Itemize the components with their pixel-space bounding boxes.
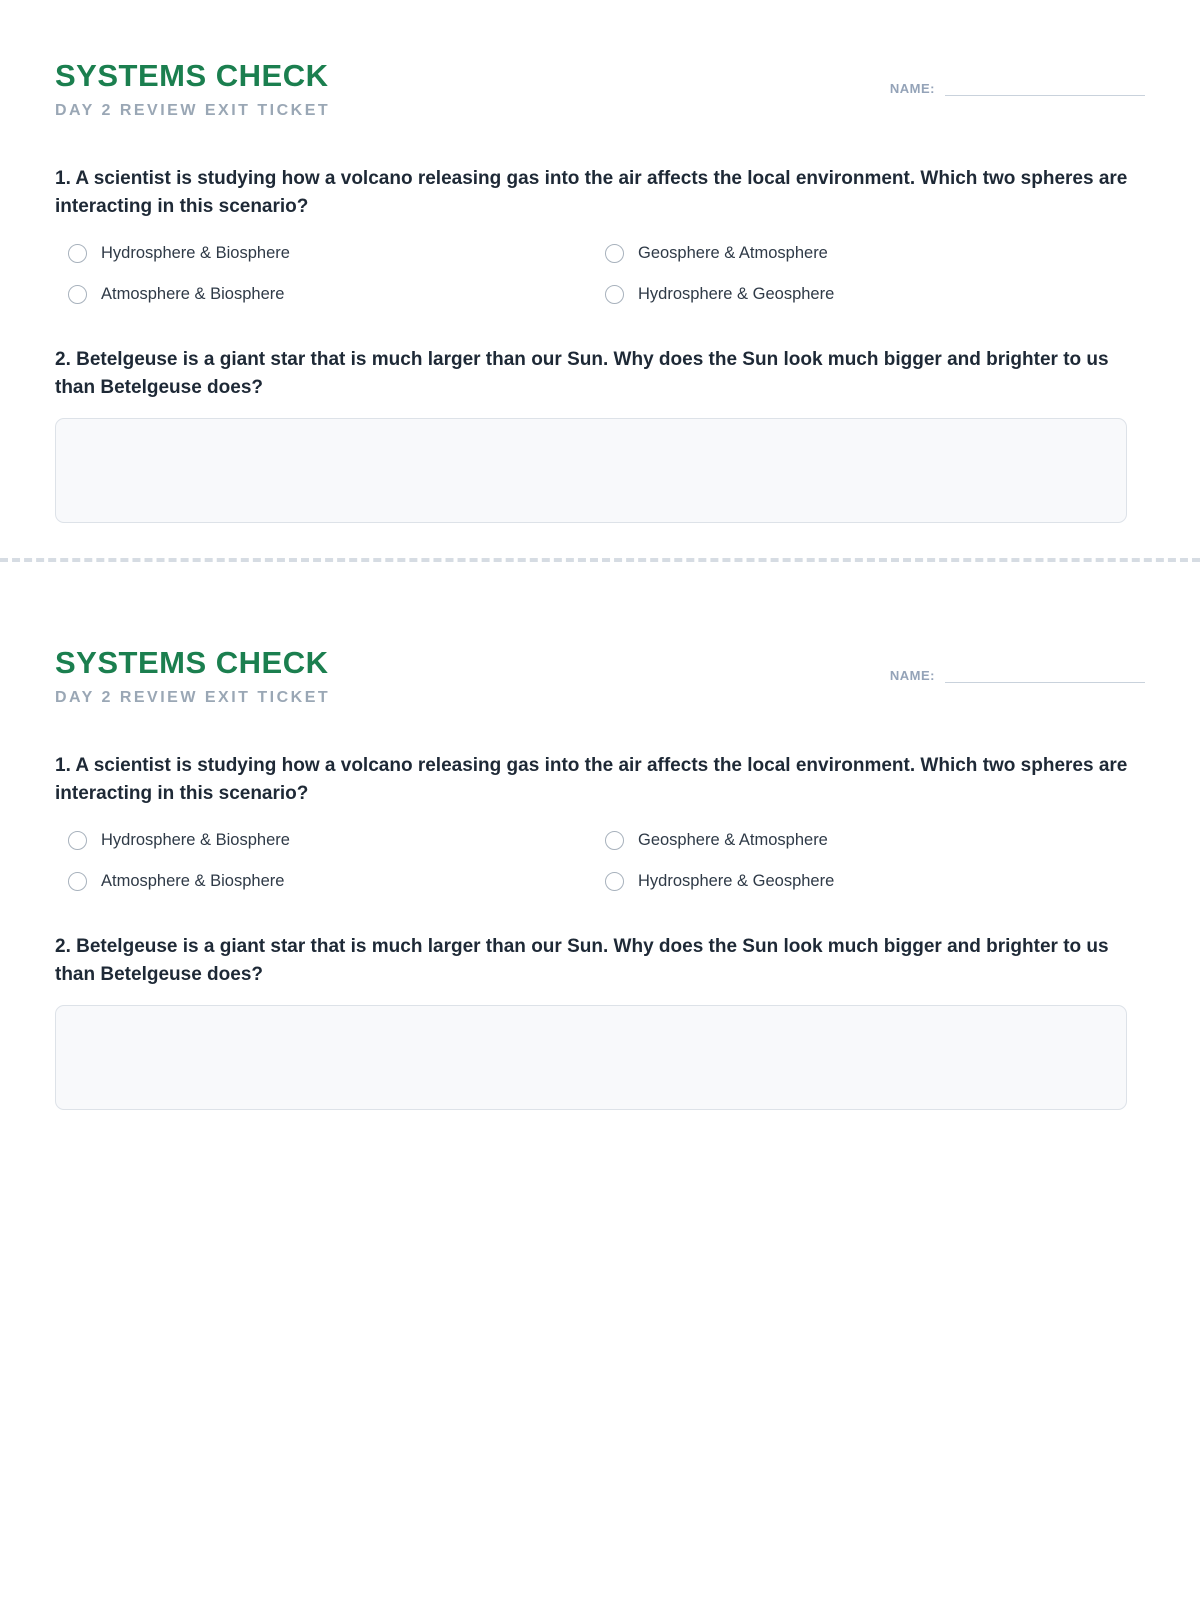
option-geosphere-atmosphere[interactable] bbox=[605, 831, 1145, 850]
option-geosphere-atmosphere[interactable] bbox=[605, 244, 1145, 263]
radio-icon[interactable] bbox=[605, 872, 624, 891]
name-input-line[interactable] bbox=[945, 80, 1145, 96]
radio-icon[interactable] bbox=[68, 831, 87, 850]
cut-line-divider bbox=[0, 558, 1200, 562]
radio-icon[interactable] bbox=[68, 872, 87, 891]
question-1-text: 1. A scientist is studying how a volcano releasing gas into the air affects the local environment. Which two spheres are interacting in this scenario? bbox=[55, 755, 1128, 804]
option-hydrosphere-geosphere[interactable] bbox=[605, 285, 1145, 304]
name-label: NAME: bbox=[889, 668, 935, 683]
question-1-options bbox=[55, 831, 1145, 891]
name-block bbox=[890, 80, 1145, 96]
name-input-line[interactable] bbox=[945, 667, 1145, 683]
option-label: Geosphere & Atmosphere bbox=[638, 244, 828, 263]
option-label: Atmosphere & Biosphere bbox=[101, 872, 285, 891]
title-block bbox=[55, 58, 330, 120]
question-1-text: 1. A scientist is studying how a volcano releasing gas into the air affects the local environment. Which two spheres are interacting in this scenario? bbox=[55, 168, 1128, 217]
radio-icon[interactable] bbox=[68, 244, 87, 263]
question-1-options bbox=[55, 244, 1145, 304]
option-label: Atmosphere & Biosphere bbox=[101, 285, 285, 304]
ticket-header bbox=[55, 645, 1145, 707]
option-label: Geosphere & Atmosphere bbox=[638, 831, 828, 850]
ticket-title: SYSTEMS CHECK bbox=[55, 58, 329, 93]
radio-icon[interactable] bbox=[68, 285, 87, 304]
option-atmosphere-biosphere[interactable] bbox=[68, 285, 605, 304]
name-label: NAME: bbox=[889, 81, 935, 96]
exit-ticket-copy-2 bbox=[0, 645, 1200, 1110]
option-label: Hydrosphere & Geosphere bbox=[638, 872, 835, 891]
name-block bbox=[890, 667, 1145, 683]
question-2-text: 2. Betelgeuse is a giant star that is much larger than our Sun. Why does the Sun look much bigger and brighter to us than Betelgeuse does? bbox=[55, 349, 1109, 398]
exit-ticket-copy-1 bbox=[0, 58, 1200, 523]
option-hydrosphere-biosphere[interactable] bbox=[68, 244, 605, 263]
ticket-subtitle: DAY 2 REVIEW EXIT TICKET bbox=[55, 689, 331, 706]
radio-icon[interactable] bbox=[605, 244, 624, 263]
ticket-title: SYSTEMS CHECK bbox=[55, 645, 329, 680]
question-2-answer-box[interactable] bbox=[55, 1005, 1127, 1110]
option-hydrosphere-biosphere[interactable] bbox=[68, 831, 605, 850]
title-block bbox=[55, 645, 330, 707]
radio-icon[interactable] bbox=[605, 285, 624, 304]
ticket-header bbox=[55, 58, 1145, 120]
radio-icon[interactable] bbox=[605, 831, 624, 850]
question-2-answer-box[interactable] bbox=[55, 418, 1127, 523]
ticket-subtitle: DAY 2 REVIEW EXIT TICKET bbox=[55, 102, 331, 119]
question-2-text: 2. Betelgeuse is a giant star that is much larger than our Sun. Why does the Sun look much bigger and brighter to us than Betelgeuse does? bbox=[55, 936, 1109, 985]
option-label: Hydrosphere & Biosphere bbox=[101, 831, 290, 850]
option-hydrosphere-geosphere[interactable] bbox=[605, 872, 1145, 891]
option-label: Hydrosphere & Biosphere bbox=[101, 244, 290, 263]
option-atmosphere-biosphere[interactable] bbox=[68, 872, 605, 891]
option-label: Hydrosphere & Geosphere bbox=[638, 285, 835, 304]
